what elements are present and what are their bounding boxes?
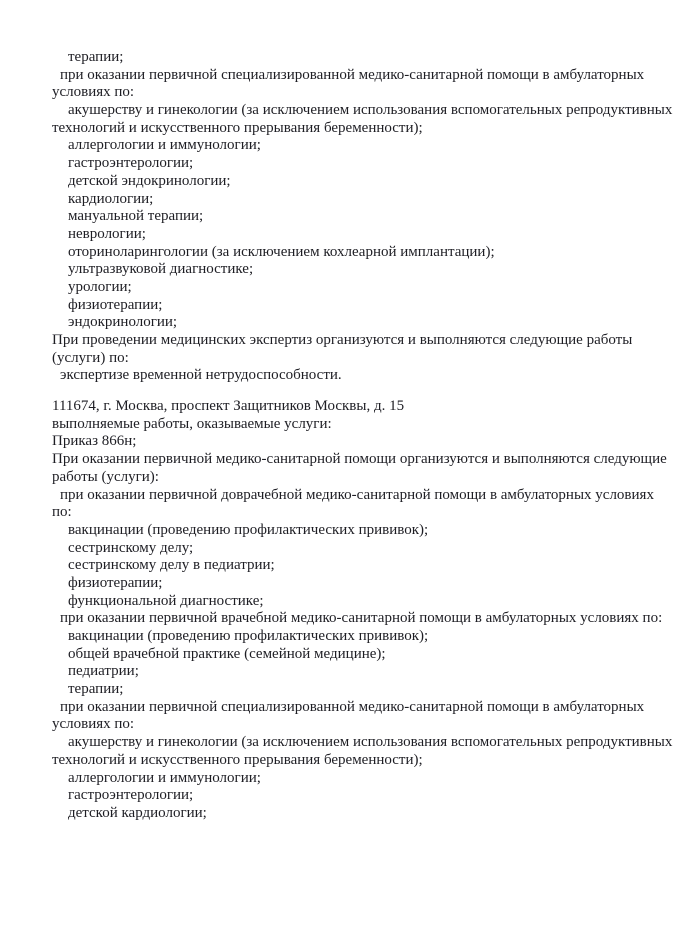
text-line: физиотерапии; [68, 296, 163, 313]
text-line: при оказании первичной специализированной медико-санитарной помощи в амбулаторных [60, 66, 645, 83]
text-line: технологий и искусственного прерывания беременности); [52, 119, 423, 136]
text-line: функциональной диагностике; [68, 592, 264, 609]
text-line: экспертизе временной нетрудоспособности. [60, 367, 342, 384]
text-line: акушерству и гинекологии (за исключением использования вспомогательных репродуктивных [68, 734, 673, 751]
document-text-block [0, 49, 691, 823]
text-line: условиях по: [52, 84, 135, 101]
text-line: условиях по: [52, 716, 135, 733]
text-line: общей врачебной практике (семейной медицине); [68, 645, 386, 662]
text-line: гастроэнтерологии; [68, 155, 194, 172]
text-line: детской кардиологии; [68, 804, 207, 821]
text-line: гастроэнтерологии; [68, 787, 194, 804]
text-line: при оказании первичной специализированной медико-санитарной помощи в амбулаторных [60, 698, 645, 715]
text-line: урологии; [68, 278, 132, 295]
text-line: Приказ 866н; [52, 433, 137, 450]
text-line: при оказании первичной врачебной медико-санитарной помощи в амбулаторных условиях по: [60, 610, 663, 627]
text-line: мануальной терапии; [68, 208, 204, 225]
text-line: вакцинации (проведению профилактических прививок); [68, 628, 429, 644]
text-line: при оказании первичной доврачебной медико-санитарной помощи в амбулаторных условиях [60, 486, 654, 503]
blank-line [0, 385, 691, 398]
text-line: неврологии; [68, 225, 146, 242]
text-line: ультразвуковой диагностике; [68, 261, 254, 278]
text-line: терапии; [68, 49, 124, 65]
text-line: сестринскому делу; [68, 539, 194, 556]
text-line: кардиологии; [68, 190, 154, 207]
text-line: При оказании первичной медико-санитарной помощи организуются и выполняются следующие [52, 451, 667, 468]
text-line: терапии; [68, 681, 124, 698]
text-line: вакцинации (проведению профилактических прививок); [68, 521, 429, 538]
text-line: аллергологии и иммунологии; [68, 769, 261, 786]
text-line: технологий и искусственного прерывания беременности); [52, 751, 423, 768]
text-line: сестринскому делу в педиатрии; [68, 557, 275, 574]
text-line: акушерству и гинекологии (за исключением использования вспомогательных репродуктивных [68, 102, 673, 119]
text-line: выполняемые работы, оказываемые услуги: [52, 415, 332, 432]
text-line: оториноларингологии (за исключением кохлеарной имплантации); [68, 243, 495, 260]
text-line: 111674, г. Москва, проспект Защитников Москвы, д. 15 [52, 398, 405, 415]
text-line: (услуги) по: [52, 349, 129, 366]
text-line: детской эндокринологии; [68, 172, 231, 189]
text-line: аллергологии и иммунологии; [68, 137, 261, 154]
text-line: При проведении медицинских экспертиз организуются и выполняются следующие работы [52, 332, 633, 348]
text-line: работы (услуги): [52, 468, 159, 485]
text-line: педиатрии; [68, 663, 139, 680]
text-line: эндокринологии; [68, 314, 178, 331]
text-line: физиотерапии; [68, 574, 163, 591]
text-line: по: [52, 504, 72, 521]
